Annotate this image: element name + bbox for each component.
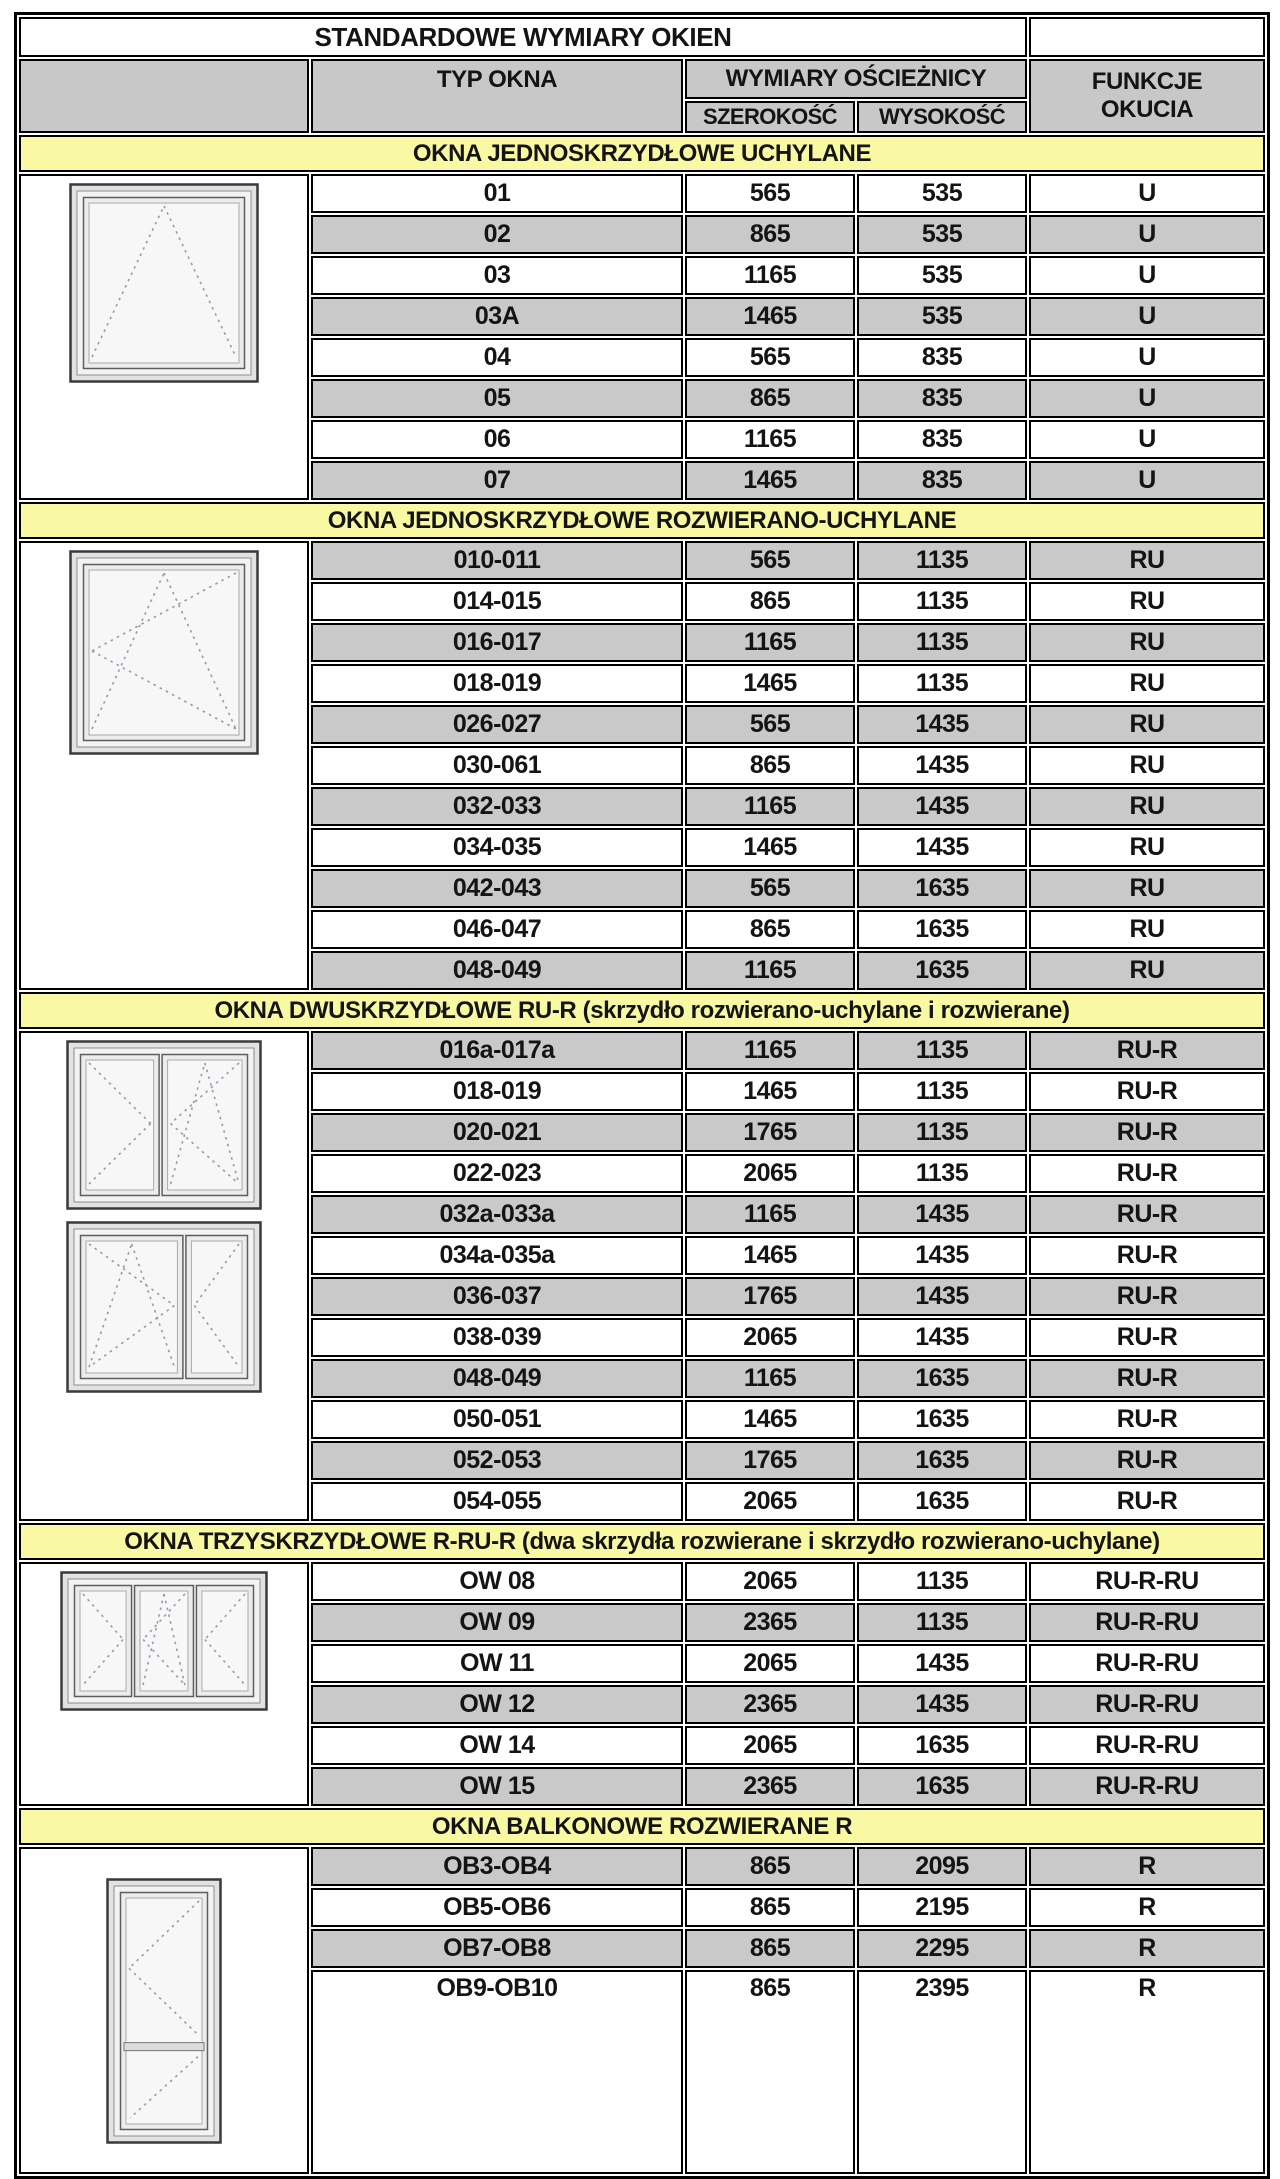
function-cell: RU-R xyxy=(1029,1072,1265,1111)
function-cell: U xyxy=(1029,297,1265,336)
type-cell: 05 xyxy=(311,379,683,418)
windows-size-table xyxy=(14,12,1270,2179)
function-cell: RU-R-RU xyxy=(1029,1767,1265,1806)
width-cell: 2065 xyxy=(685,1482,855,1521)
function-cell: RU xyxy=(1029,787,1265,826)
width-cell: 1465 xyxy=(685,297,855,336)
triple-sash-window-icon xyxy=(60,1571,268,1711)
table-row xyxy=(19,1847,1265,1886)
width-cell: 1465 xyxy=(685,1072,855,1111)
height-cell: 1435 xyxy=(857,1685,1027,1724)
type-cell: 034-035 xyxy=(311,828,683,867)
width-cell: 1465 xyxy=(685,461,855,500)
function-cell: U xyxy=(1029,256,1265,295)
width-cell: 865 xyxy=(685,582,855,621)
height-cell: 2395 xyxy=(857,1970,1027,2174)
function-cell: U xyxy=(1029,379,1265,418)
type-cell: 022-023 xyxy=(311,1154,683,1193)
function-cell: RU xyxy=(1029,746,1265,785)
type-cell: 020-021 xyxy=(311,1113,683,1152)
type-cell: 014-015 xyxy=(311,582,683,621)
height-cell: 1635 xyxy=(857,1359,1027,1398)
height-cell: 1635 xyxy=(857,951,1027,990)
function-cell: RU xyxy=(1029,910,1265,949)
section-heading-row xyxy=(19,1523,1265,1560)
width-cell: 865 xyxy=(685,1929,855,1968)
type-cell: OB9-OB10 xyxy=(311,1970,683,2174)
width-cell: 1765 xyxy=(685,1113,855,1152)
height-cell: 1635 xyxy=(857,1726,1027,1765)
height-cell: 1635 xyxy=(857,1482,1027,1521)
height-cell: 835 xyxy=(857,461,1027,500)
function-cell: U xyxy=(1029,420,1265,459)
width-cell: 1465 xyxy=(685,828,855,867)
type-cell: 050-051 xyxy=(311,1400,683,1439)
height-cell: 1635 xyxy=(857,869,1027,908)
function-cell: RU xyxy=(1029,582,1265,621)
page xyxy=(0,12,1280,2002)
type-cell: 07 xyxy=(311,461,683,500)
section-heading: OKNA TRZYSKRZYDŁOWE R-RU-R (dwa skrzydła rozwierane i skrzydło rozwierano-uchylane) xyxy=(19,1523,1265,1560)
image-column-header xyxy=(19,59,309,133)
section-heading: OKNA BALKONOWE ROZWIERANE R xyxy=(19,1808,1265,1845)
height-cell: 1135 xyxy=(857,1031,1027,1070)
function-cell: RU xyxy=(1029,664,1265,703)
height-cell: 1635 xyxy=(857,1767,1027,1806)
height-cell: 1435 xyxy=(857,705,1027,744)
table-row xyxy=(19,1031,1265,1070)
height-cell: 835 xyxy=(857,338,1027,377)
function-cell: R xyxy=(1029,1929,1265,1968)
functions-header-line2: OKUCIA xyxy=(1100,96,1194,123)
width-cell: 2365 xyxy=(685,1685,855,1724)
width-column-header: SZEROKOŚĆ xyxy=(685,101,855,133)
type-cell: 016-017 xyxy=(311,623,683,662)
width-cell: 1465 xyxy=(685,1400,855,1439)
width-cell: 865 xyxy=(685,1847,855,1886)
height-cell: 1435 xyxy=(857,746,1027,785)
width-cell: 565 xyxy=(685,338,855,377)
height-cell: 1135 xyxy=(857,582,1027,621)
type-cell: OW 14 xyxy=(311,1726,683,1765)
width-cell: 2065 xyxy=(685,1562,855,1601)
section-heading-row xyxy=(19,1808,1265,1845)
function-cell: U xyxy=(1029,338,1265,377)
width-cell: 1165 xyxy=(685,623,855,662)
window-illustration-cell xyxy=(19,1031,309,1521)
width-cell: 865 xyxy=(685,379,855,418)
type-cell: 026-027 xyxy=(311,705,683,744)
height-cell: 835 xyxy=(857,420,1027,459)
double-sash-b-window-icon xyxy=(66,1221,262,1393)
height-cell: 1135 xyxy=(857,1562,1027,1601)
functions-header-line1: FUNKCJE xyxy=(1091,68,1203,96)
height-cell: 1135 xyxy=(857,1113,1027,1152)
width-cell: 865 xyxy=(685,1888,855,1927)
function-cell: R xyxy=(1029,1888,1265,1927)
function-cell: RU xyxy=(1029,541,1265,580)
function-cell: RU-R-RU xyxy=(1029,1603,1265,1642)
double-sash-a-window-icon xyxy=(66,1040,262,1210)
height-cell: 535 xyxy=(857,297,1027,336)
height-cell: 1135 xyxy=(857,1072,1027,1111)
function-cell: RU-R xyxy=(1029,1482,1265,1521)
section-heading-row xyxy=(19,992,1265,1029)
function-cell: RU-R xyxy=(1029,1359,1265,1398)
type-cell: OW 15 xyxy=(311,1767,683,1806)
height-cell: 535 xyxy=(857,256,1027,295)
function-cell: RU xyxy=(1029,828,1265,867)
function-cell: RU xyxy=(1029,869,1265,908)
function-cell: U xyxy=(1029,174,1265,213)
type-cell: 054-055 xyxy=(311,1482,683,1521)
function-cell: RU-R xyxy=(1029,1400,1265,1439)
type-column-header: TYP OKNA xyxy=(311,59,683,133)
type-cell: 02 xyxy=(311,215,683,254)
height-cell: 1135 xyxy=(857,664,1027,703)
function-cell: RU-R xyxy=(1029,1318,1265,1357)
type-cell: 042-043 xyxy=(311,869,683,908)
height-cell: 1435 xyxy=(857,828,1027,867)
height-cell: 1635 xyxy=(857,1400,1027,1439)
table-row xyxy=(19,541,1265,580)
function-cell: RU xyxy=(1029,705,1265,744)
width-cell: 565 xyxy=(685,705,855,744)
width-cell: 2065 xyxy=(685,1644,855,1683)
frame-dimensions-group-header: WYMIARY OŚCIEŻNICY xyxy=(685,59,1027,99)
table-title-row xyxy=(19,17,1265,57)
height-cell: 1435 xyxy=(857,1277,1027,1316)
page-title: STANDARDOWE WYMIARY OKIEN xyxy=(19,17,1027,57)
turntilt-single-window-icon xyxy=(69,550,259,755)
type-cell: 016a-017a xyxy=(311,1031,683,1070)
width-cell: 1765 xyxy=(685,1441,855,1480)
width-cell: 565 xyxy=(685,174,855,213)
width-cell: 865 xyxy=(685,910,855,949)
type-cell: OB7-OB8 xyxy=(311,1929,683,1968)
width-cell: 1165 xyxy=(685,1359,855,1398)
width-cell: 1765 xyxy=(685,1277,855,1316)
height-cell: 2295 xyxy=(857,1929,1027,1968)
type-cell: 030-061 xyxy=(311,746,683,785)
function-cell: RU-R-RU xyxy=(1029,1685,1265,1724)
function-cell: R xyxy=(1029,1847,1265,1886)
section-heading-row xyxy=(19,135,1265,172)
height-cell: 1135 xyxy=(857,1154,1027,1193)
window-illustration-cell xyxy=(19,174,309,500)
type-cell: OW 08 xyxy=(311,1562,683,1601)
width-cell: 1165 xyxy=(685,420,855,459)
type-cell: 034a-035a xyxy=(311,1236,683,1275)
height-cell: 1635 xyxy=(857,910,1027,949)
table-row xyxy=(19,174,1265,213)
type-cell: 03 xyxy=(311,256,683,295)
section-heading: OKNA DWUSKRZYDŁOWE RU-R (skrzydło rozwierano-uchylane i rozwierane) xyxy=(19,992,1265,1029)
function-cell: RU-R-RU xyxy=(1029,1726,1265,1765)
type-cell: 052-053 xyxy=(311,1441,683,1480)
type-cell: 018-019 xyxy=(311,664,683,703)
type-cell: OB3-OB4 xyxy=(311,1847,683,1886)
type-cell: OW 09 xyxy=(311,1603,683,1642)
table-row xyxy=(19,1562,1265,1601)
function-cell: RU-R-RU xyxy=(1029,1562,1265,1601)
width-cell: 2065 xyxy=(685,1726,855,1765)
width-cell: 565 xyxy=(685,541,855,580)
height-cell: 2195 xyxy=(857,1888,1027,1927)
height-cell: 1135 xyxy=(857,541,1027,580)
title-spacer xyxy=(1029,17,1265,57)
hardware-functions-column-header xyxy=(1029,59,1265,133)
type-cell: 06 xyxy=(311,420,683,459)
type-cell: 032-033 xyxy=(311,787,683,826)
height-cell: 1435 xyxy=(857,1236,1027,1275)
type-cell: 010-011 xyxy=(311,541,683,580)
function-cell: R xyxy=(1029,1970,1265,2174)
type-cell: 048-049 xyxy=(311,1359,683,1398)
function-cell: RU-R xyxy=(1029,1236,1265,1275)
function-cell: RU-R xyxy=(1029,1031,1265,1070)
width-cell: 2365 xyxy=(685,1603,855,1642)
width-cell: 865 xyxy=(685,215,855,254)
height-cell: 1435 xyxy=(857,787,1027,826)
width-cell: 1465 xyxy=(685,664,855,703)
height-cell: 1135 xyxy=(857,1603,1027,1642)
function-cell: U xyxy=(1029,215,1265,254)
type-cell: OB5-OB6 xyxy=(311,1888,683,1927)
function-cell: U xyxy=(1029,461,1265,500)
function-cell: RU-R xyxy=(1029,1113,1265,1152)
width-cell: 1165 xyxy=(685,787,855,826)
width-cell: 1165 xyxy=(685,256,855,295)
function-cell: RU-R xyxy=(1029,1154,1265,1193)
width-cell: 2365 xyxy=(685,1767,855,1806)
width-cell: 1165 xyxy=(685,1031,855,1070)
height-cell: 2095 xyxy=(857,1847,1027,1886)
height-cell: 1435 xyxy=(857,1644,1027,1683)
width-cell: 865 xyxy=(685,1970,855,2174)
width-cell: 1165 xyxy=(685,1195,855,1234)
section-heading: OKNA JEDNOSKRZYDŁOWE UCHYLANE xyxy=(19,135,1265,172)
window-illustration-cell xyxy=(19,1562,309,1806)
type-cell: 048-049 xyxy=(311,951,683,990)
header-row-1 xyxy=(19,59,1265,99)
width-cell: 1165 xyxy=(685,951,855,990)
function-cell: RU xyxy=(1029,623,1265,662)
section-heading: OKNA JEDNOSKRZYDŁOWE ROZWIERANO-UCHYLANE xyxy=(19,502,1265,539)
width-cell: 565 xyxy=(685,869,855,908)
type-cell: 018-019 xyxy=(311,1072,683,1111)
height-cell: 1135 xyxy=(857,623,1027,662)
table-body xyxy=(19,135,1265,2174)
function-cell: RU-R xyxy=(1029,1195,1265,1234)
type-cell: 04 xyxy=(311,338,683,377)
height-cell: 1435 xyxy=(857,1318,1027,1357)
height-column-header: WYSOKOŚĆ xyxy=(857,101,1027,133)
tilt-single-window-icon xyxy=(69,183,259,383)
type-cell: 032a-033a xyxy=(311,1195,683,1234)
window-illustration-cell xyxy=(19,541,309,990)
section-heading-row xyxy=(19,502,1265,539)
balcony-door-window-icon xyxy=(106,1878,222,2144)
function-cell: RU-R-RU xyxy=(1029,1644,1265,1683)
function-cell: RU-R xyxy=(1029,1441,1265,1480)
type-cell: 046-047 xyxy=(311,910,683,949)
height-cell: 535 xyxy=(857,174,1027,213)
height-cell: 1435 xyxy=(857,1195,1027,1234)
height-cell: 1635 xyxy=(857,1441,1027,1480)
type-cell: OW 12 xyxy=(311,1685,683,1724)
window-illustration-cell xyxy=(19,1847,309,2174)
type-cell: 036-037 xyxy=(311,1277,683,1316)
type-cell: 03A xyxy=(311,297,683,336)
type-cell: 038-039 xyxy=(311,1318,683,1357)
height-cell: 535 xyxy=(857,215,1027,254)
width-cell: 2065 xyxy=(685,1318,855,1357)
width-cell: 865 xyxy=(685,746,855,785)
type-cell: 01 xyxy=(311,174,683,213)
width-cell: 1465 xyxy=(685,1236,855,1275)
type-cell: OW 11 xyxy=(311,1644,683,1683)
width-cell: 2065 xyxy=(685,1154,855,1193)
function-cell: RU xyxy=(1029,951,1265,990)
function-cell: RU-R xyxy=(1029,1277,1265,1316)
height-cell: 835 xyxy=(857,379,1027,418)
